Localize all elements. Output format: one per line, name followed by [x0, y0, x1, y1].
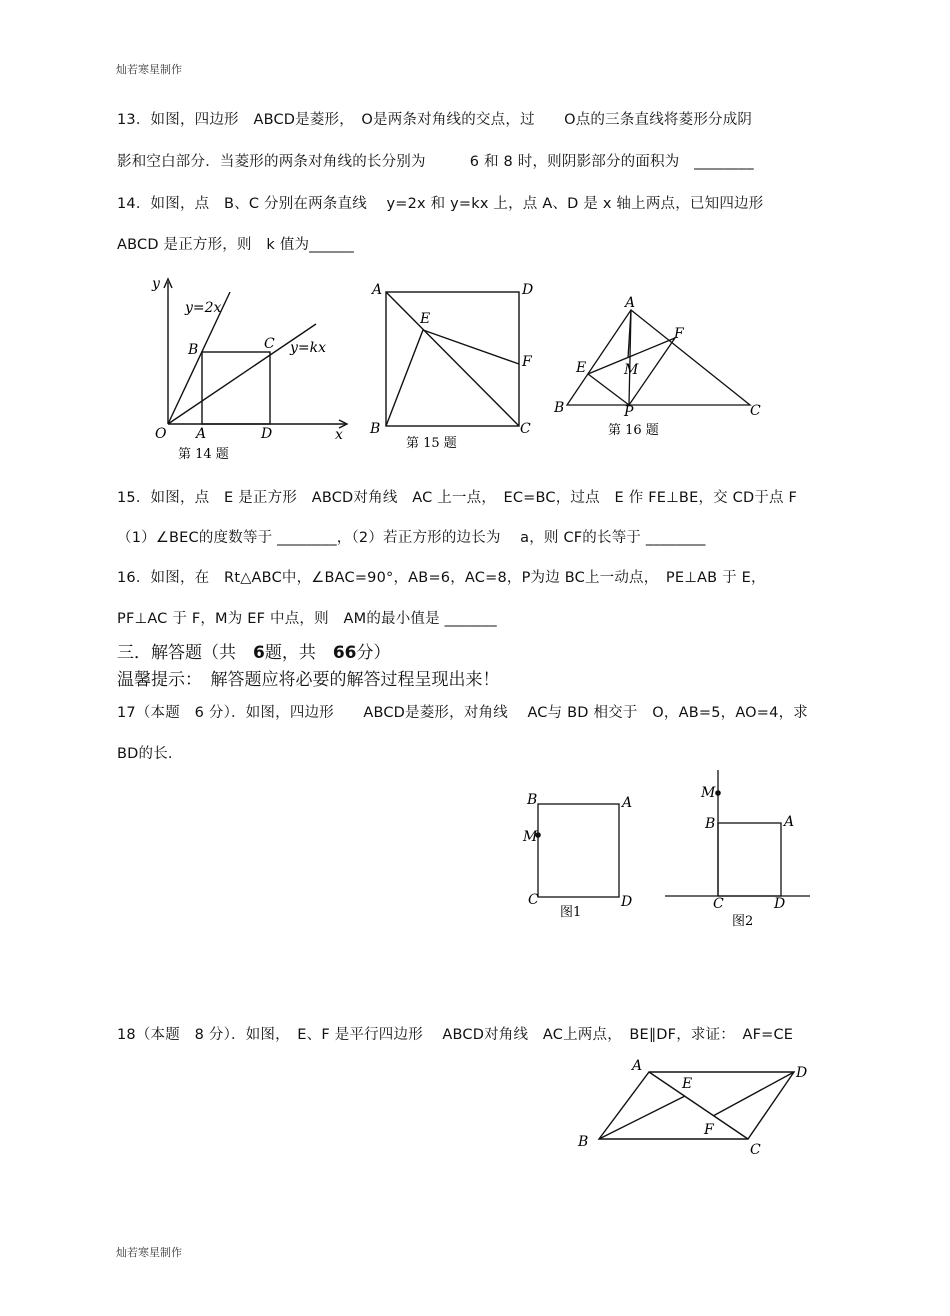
- figure-15: [366, 280, 546, 455]
- section3-score: 66: [332, 643, 357, 663]
- fig15-label-C: C: [520, 421, 531, 437]
- fig17b-label-D: D: [774, 896, 786, 912]
- q14-line2: ABCD 是正方形，则 k 值为______: [117, 237, 354, 253]
- q13-line1: 13．如图，四边形 ABCD是菱形， O是两条对角线的交点，过 O点的三条直线将菱形分成阴: [117, 112, 753, 128]
- fig18-label-E: E: [682, 1076, 693, 1092]
- fig15-label-A: A: [372, 282, 383, 298]
- section3-title-b: 题，共: [264, 643, 333, 663]
- figure-16: [550, 290, 770, 445]
- fig16-label-M: M: [624, 362, 639, 378]
- fig18-label-B: B: [578, 1134, 589, 1150]
- q14-line1: 14．如图，点 B、C 分别在两条直线 y=2x 和 y=kx 上，点 A、D 是 x 轴上两点，已知四边形: [117, 196, 764, 212]
- fig14-label-line1: y=2x: [185, 300, 222, 316]
- fig14-label-D: D: [261, 426, 273, 442]
- fig18-label-D: D: [796, 1065, 808, 1081]
- fig14-label-x: x: [335, 427, 343, 443]
- q15-line2: （1）∠BEC的度数等于 ________，（2）若正方形的边长为 a，则 CF的长等于 ________: [117, 530, 706, 546]
- fig16-caption: 第 16 题: [608, 423, 659, 438]
- fig17a-label-C: C: [528, 892, 539, 908]
- fig15-label-B: B: [370, 421, 381, 437]
- fig17b-label-B: B: [705, 816, 716, 832]
- fig14-label-A: A: [196, 426, 207, 442]
- figure-14: [130, 272, 355, 467]
- section3-title-c: 分）: [356, 643, 391, 663]
- fig17b-label-A: A: [784, 814, 795, 830]
- q16-line2: PF⊥AC 于 F，M为 EF 中点，则 AM的最小值是 _______: [117, 611, 497, 627]
- q15-line1: 15．如图，点 E 是正方形 ABCD对角线 AC 上一点， EC=BC，过点 E 作 FE⊥BE，交 CD于点 F: [117, 490, 798, 506]
- fig15-caption: 第 15 题: [406, 436, 457, 451]
- section3-title-a: 三．解答题（共: [117, 643, 253, 663]
- q16-line1: 16．如图，在 Rt△ABC中，∠BAC=90°，AB=6，AC=8，P为边 BC上一动点， PE⊥AB 于 E，: [117, 570, 766, 586]
- section3-title: [117, 638, 391, 663]
- q13-line2: 影和空白部分．当菱形的两条对角线的长分别为 6 和 8 时，则阴影部分的面积为 ________: [117, 154, 754, 170]
- fig16-label-C: C: [750, 403, 761, 419]
- figure-18: [570, 1050, 815, 1160]
- fig17a-label-A: A: [622, 795, 633, 811]
- fig16-label-B: B: [554, 400, 565, 416]
- fig16-label-E: E: [576, 360, 587, 376]
- section3-tip: 温馨提示： 解答题应将必要的解答过程呈现出来！: [117, 670, 500, 690]
- fig15-label-D: D: [522, 282, 534, 298]
- fig14-label-C: C: [264, 336, 275, 352]
- q18-line1: 18（本题 8 分）．如图， E、F 是平行四边形 ABCD对角线 AC上两点， BE∥DF，求证： AF=CE: [117, 1027, 794, 1043]
- fig14-caption: 第 14 题: [178, 447, 229, 462]
- fig17a-label-B: B: [527, 792, 538, 808]
- fig14-label-y: y: [152, 276, 160, 292]
- fig15-label-E: E: [420, 311, 431, 327]
- page-header: 灿若寒星制作: [116, 63, 182, 76]
- fig16-label-A: A: [625, 295, 636, 311]
- page-footer: 灿若寒星制作: [116, 1246, 182, 1259]
- section3-count: 6: [253, 643, 265, 663]
- fig17a-label-D: D: [621, 894, 633, 910]
- figure-17-2: [660, 768, 815, 933]
- fig17b-label-M: M: [701, 785, 716, 801]
- fig16-label-P: P: [624, 404, 634, 420]
- q17-line2: BD的长.: [117, 746, 173, 762]
- fig14-label-O: O: [155, 426, 167, 442]
- fig16-label-F: F: [674, 326, 684, 342]
- fig18-label-F: F: [704, 1122, 714, 1138]
- fig17b-label-C: C: [713, 896, 724, 912]
- fig17a-caption: 图1: [560, 905, 582, 920]
- fig17b-caption: 图2: [732, 914, 754, 929]
- fig17a-label-M: M: [523, 829, 538, 845]
- figure-17-1: [520, 790, 640, 925]
- fig15-label-F: F: [522, 354, 532, 370]
- q17-line1: 17（本题 6 分）．如图，四边形 ABCD是菱形，对角线 AC与 BD 相交于 O，AB=5，AO=4，求: [117, 705, 808, 721]
- fig14-label-B: B: [188, 342, 199, 358]
- fig18-label-C: C: [750, 1142, 761, 1158]
- fig18-label-A: A: [632, 1058, 643, 1074]
- fig14-label-line2: y=kx: [290, 340, 327, 356]
